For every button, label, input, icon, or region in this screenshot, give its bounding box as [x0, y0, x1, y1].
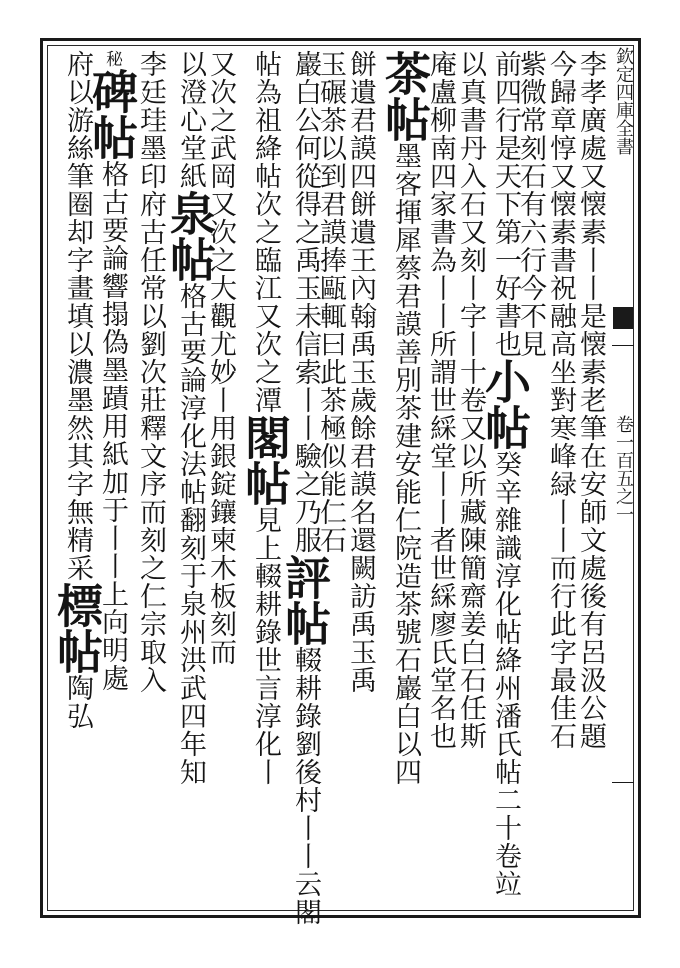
heading-bei-tie: 碑帖 — [85, 68, 139, 160]
column-text: 帖為祖絳帖次之臨江又次之潭 — [250, 50, 281, 414]
column-text: 輟耕錄劉後村丨丨云閣 — [290, 646, 321, 926]
banxin-rule-lower — [612, 782, 634, 783]
text-column-13 — [163, 50, 217, 910]
text-column-6 — [425, 50, 455, 910]
text-column-5 — [455, 50, 485, 910]
column-text: 庵盧柳南四家書為丨丨所謂世綵堂丨丨者世綵廖氏堂名也 — [425, 50, 456, 750]
juan-label: 卷一百五之一 — [613, 415, 634, 523]
column-text: 以真書丹入石又刻丨字丨十卷又以所藏陳簡齋姜白石任斯 — [455, 50, 486, 750]
column-text: 見上輟耕錄世言淳化丨 — [250, 506, 281, 786]
column-text: 餅遺君謨四餅遺王內翰禹玉歲餘君謨名還闕訪禹玉禹 — [345, 50, 376, 694]
text-column-16 — [50, 50, 104, 910]
text-column-11 — [238, 50, 292, 910]
column-text: 陶弘 — [62, 674, 93, 730]
column-text: 又次之武岡又次之大觀尤妙 — [205, 50, 236, 386]
column-text-small: 秘 — [102, 50, 122, 68]
text-column-2 — [545, 50, 575, 910]
book-title: 欽定四庫全書 — [613, 47, 634, 155]
heading-ge-tie: 閣帖 — [238, 414, 292, 506]
text-column-7 — [378, 50, 432, 910]
heading-xiao-tie: 小帖 — [478, 358, 532, 450]
column-text: 紫微常刻石有六行今不見 — [515, 50, 546, 358]
text-column-14 — [135, 50, 165, 910]
column-text: 以澄心堂紙 — [175, 50, 206, 190]
heading-biao-tie: 標帖 — [50, 582, 104, 674]
banxin-rule — [612, 345, 634, 346]
fish-tail-mark — [613, 307, 633, 329]
column-text: 府 — [62, 50, 93, 78]
column-text: 丨用銀錠鑲柬木板刻而 — [205, 386, 236, 666]
column-text: 墨客揮犀蔡君謨善別茶建安能仁院造茶號石巖白以四 — [390, 142, 421, 786]
heading-ping-tie: 評帖 — [278, 554, 332, 646]
column-text: 府古任常以劉次莊釋文序而刻之仁宗取入 — [135, 190, 166, 694]
fore-edge-banxin — [612, 45, 634, 911]
column-text: 以游絲筆圈却字畫填以濃墨然其字無精采 — [62, 78, 93, 582]
text-column-15 — [85, 50, 139, 910]
column-text: 前四行是天下第一好書也 — [490, 50, 521, 358]
heading-quan-tie: 泉帖 — [163, 190, 217, 282]
column-text: 癸辛雜識淳化帖絳州潘氏帖二十卷竝 — [490, 450, 521, 898]
text-column-1 — [575, 50, 605, 910]
column-text: 今歸章惇又懐素書祝融高坐對寒峰緑丨丨而行此字最佳石 — [545, 50, 576, 750]
column-text: 李孝廣處又懐素丨丨是懐素老筆在安師文處後有呂汲公題 — [575, 50, 606, 750]
column-text: 巖白公何從得之禹玉未信索丨丨驗之乃服 — [290, 50, 321, 554]
column-text: 玉碾茶以到君謨捧甌輒曰此茶極似能仁石 — [315, 50, 346, 554]
column-text: 格古要論淳化法帖翻刻于泉州洪武四年知 — [175, 282, 206, 786]
column-text: 李廷珪墨印 — [135, 50, 166, 190]
heading-cha-tie: 茶帖 — [378, 50, 432, 142]
column-text: 格古要論響搨偽墨蹟用紙加于丨丨上向明處 — [97, 160, 128, 692]
text-column-8 — [345, 50, 375, 910]
